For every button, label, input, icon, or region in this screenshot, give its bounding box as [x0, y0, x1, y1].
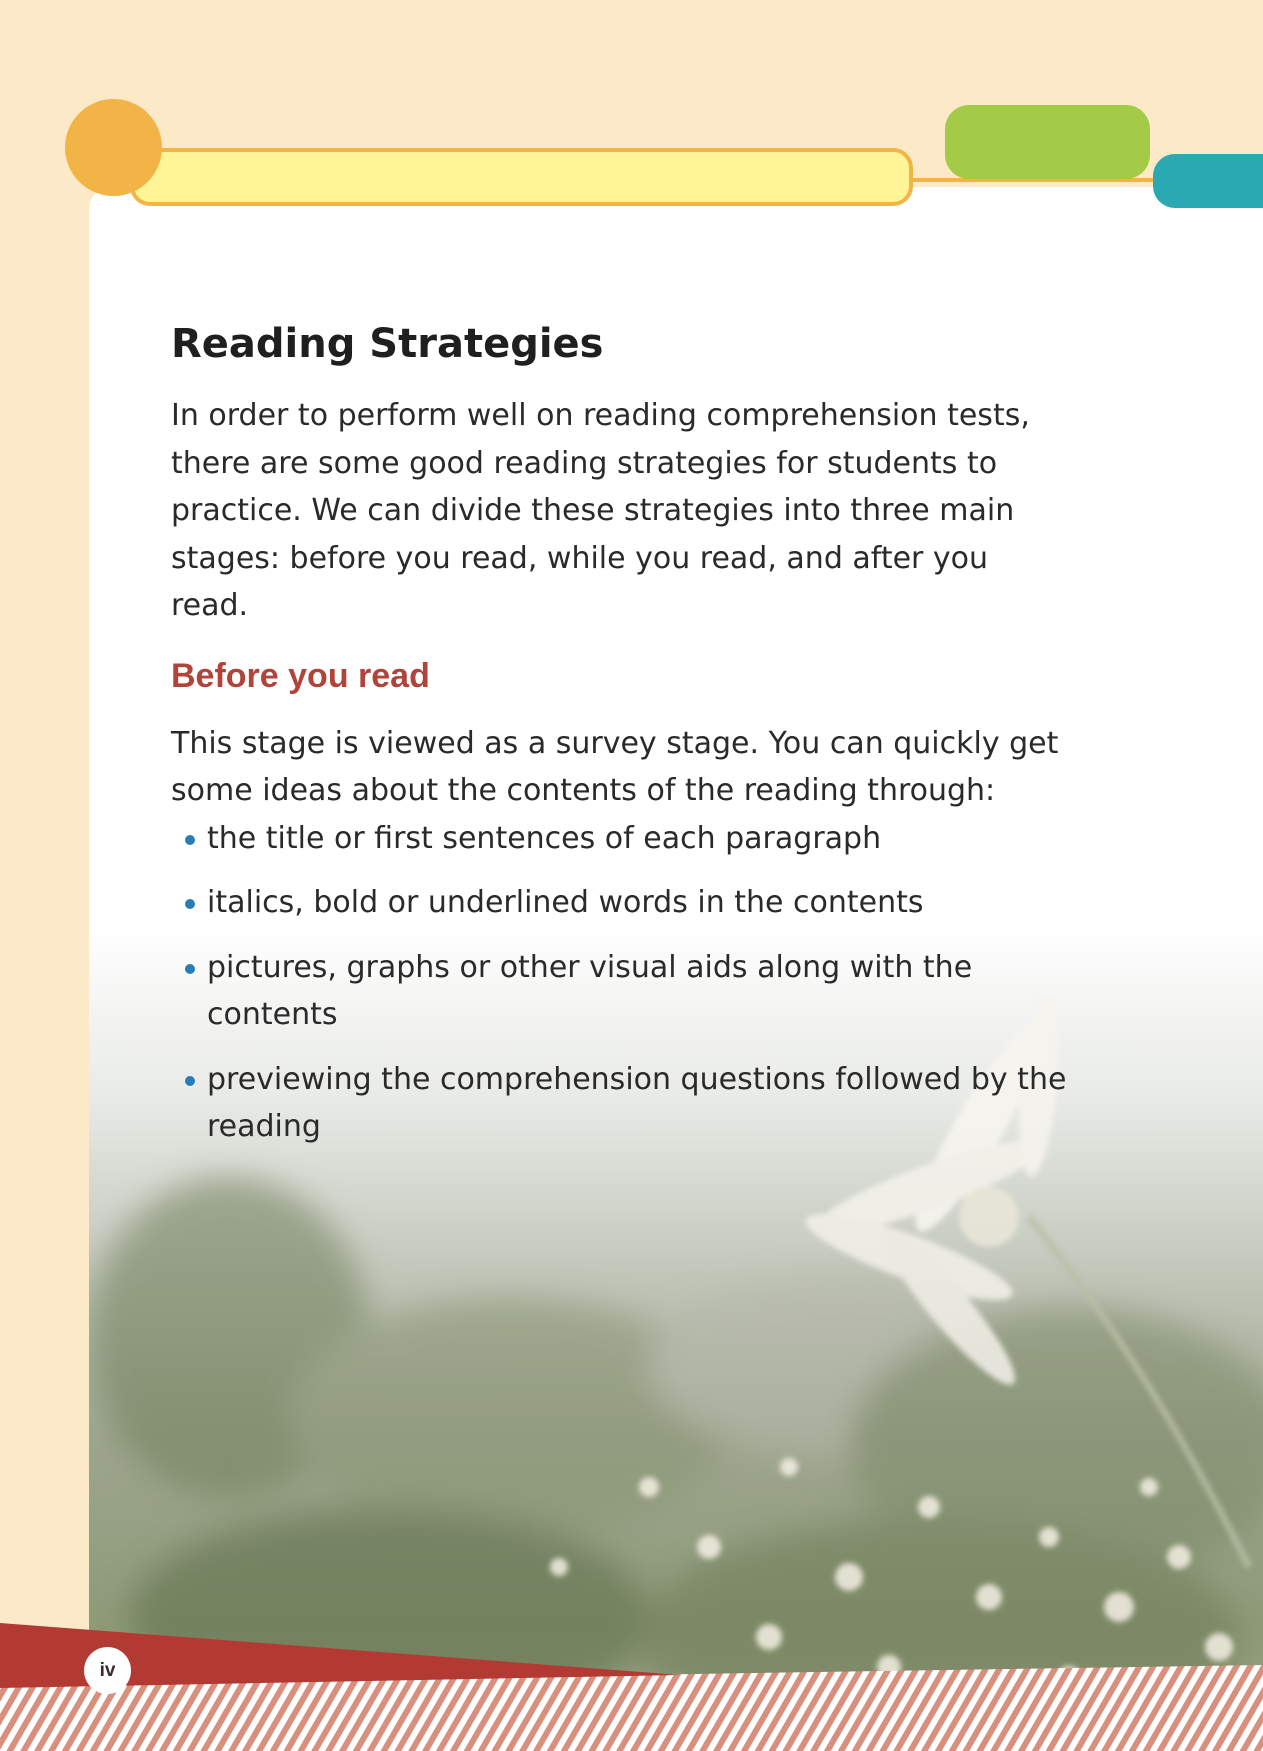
decorative-orange-circle [65, 99, 162, 196]
bullet-list [171, 815, 1071, 1151]
list-item [171, 815, 1071, 863]
decorative-green-tab [945, 105, 1150, 179]
section-heading: Before you read [171, 656, 430, 695]
list-item [171, 944, 1071, 1039]
page-number: iv [84, 1647, 131, 1694]
list-item [171, 1056, 1071, 1151]
list-item-text: the title or first sentences of each paragraph [207, 820, 882, 856]
list-item-text: pictures, graphs or other visual aids along with the contents [207, 949, 973, 1032]
dot-bullet-icon [185, 835, 195, 845]
footer-band [0, 1618, 1263, 1751]
dot-bullet-icon [185, 964, 195, 974]
list-item-text: italics, bold or underlined words in the contents [207, 885, 924, 920]
list-item [171, 879, 1071, 927]
page-title: Reading Strategies [171, 321, 604, 367]
intro-paragraph: In order to perform well on reading comprehension tests, there are some good reading strategies for students to practice. We can divide these strategies into three main stages: before you read, while you read, and after you read. [171, 398, 1030, 623]
decorative-yellow-tab [130, 148, 913, 206]
section-paragraph: This stage is viewed as a survey stage. You can quickly get some ideas about the contents of the reading through: [171, 725, 1059, 808]
dot-bullet-icon [185, 899, 195, 909]
decorative-teal-tab [1153, 154, 1263, 208]
list-item-text: previewing the comprehension questions followed by the reading [207, 1061, 1067, 1144]
dot-bullet-icon [185, 1076, 195, 1086]
content-area [171, 300, 1071, 1168]
